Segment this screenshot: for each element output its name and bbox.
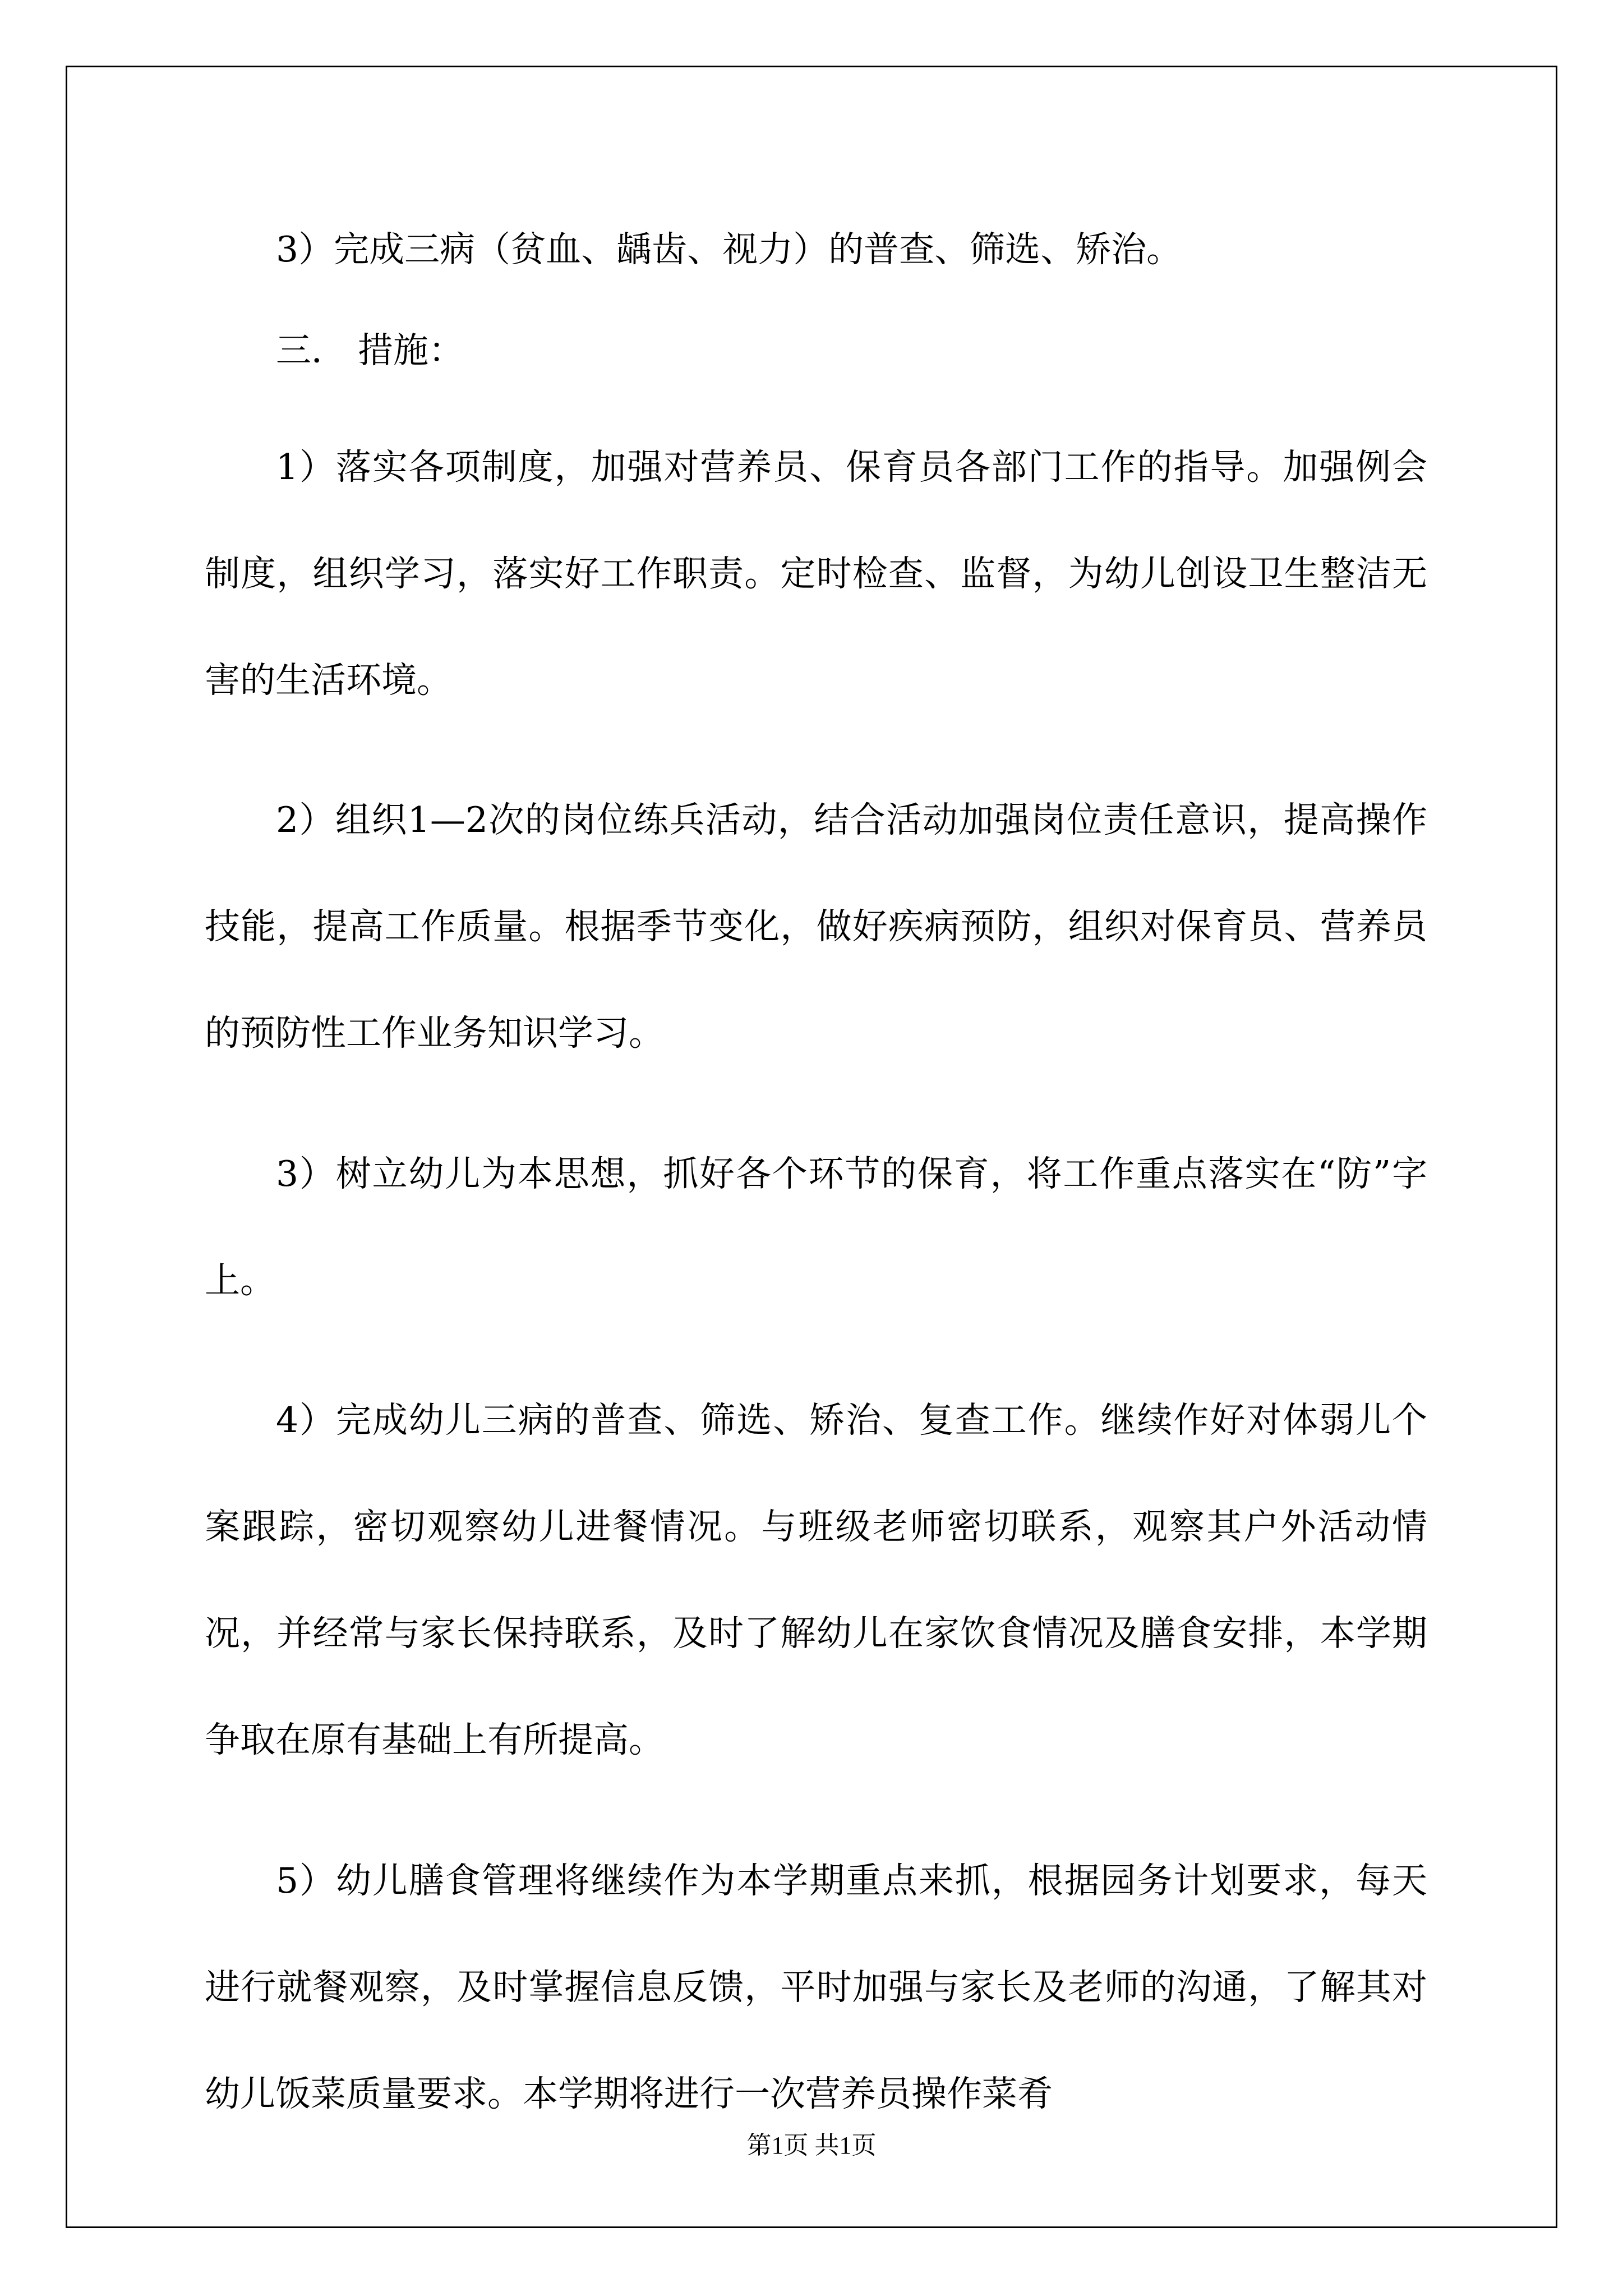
paragraph-1: 3）完成三病（贫血、龋齿、视力）的普查、筛选、矫治。 xyxy=(276,229,1182,270)
paragraph-measure-1: 1）落实各项制度，加强对营养员、保育员各部门工作的指导。加强例会制度，组织学习，落实好工作职责。定时检查、监督，为幼儿创设卫生整洁无害的生活环境。 xyxy=(205,447,1427,701)
paragraph-measure-3: 3）树立幼儿为本思想，抓好各个环节的保育，将工作重点落实在“防”字上。 xyxy=(205,1153,1427,1301)
paragraph-measure-4: 4）完成幼儿三病的普查、筛选、矫治、复查工作。继续作好对体弱儿个案跟踪，密切观察幼儿进餐情况。与班级老师密切联系，观察其户外活动情况，并经常与家长保持联系，及时了解幼儿在家饮食情况及膳食安排，本学期争取在原有基础上有所提高。 xyxy=(205,1400,1427,1760)
paragraph-measure-5: 5）幼儿膳食管理将继续作为本学期重点来抓，根据园务计划要求，每天进行就餐观察，及时掌握信息反馈，平时加强与家长及老师的沟通，了解其对幼儿饭菜质量要求。本学期将进行一次营养员操作菜肴 xyxy=(205,1860,1427,2114)
section-heading: 三． 措施： xyxy=(276,330,464,371)
page-footer: 第1页 共1页 xyxy=(746,2132,877,2159)
paragraph-measure-2: 2）组织1—2次的岗位练兵活动，结合活动加强岗位责任意识，提高操作技能，提高工作质量。根据季节变化，做好疾病预防，组织对保育员、营养员的预防性工作业务知识学习。 xyxy=(205,799,1427,1053)
